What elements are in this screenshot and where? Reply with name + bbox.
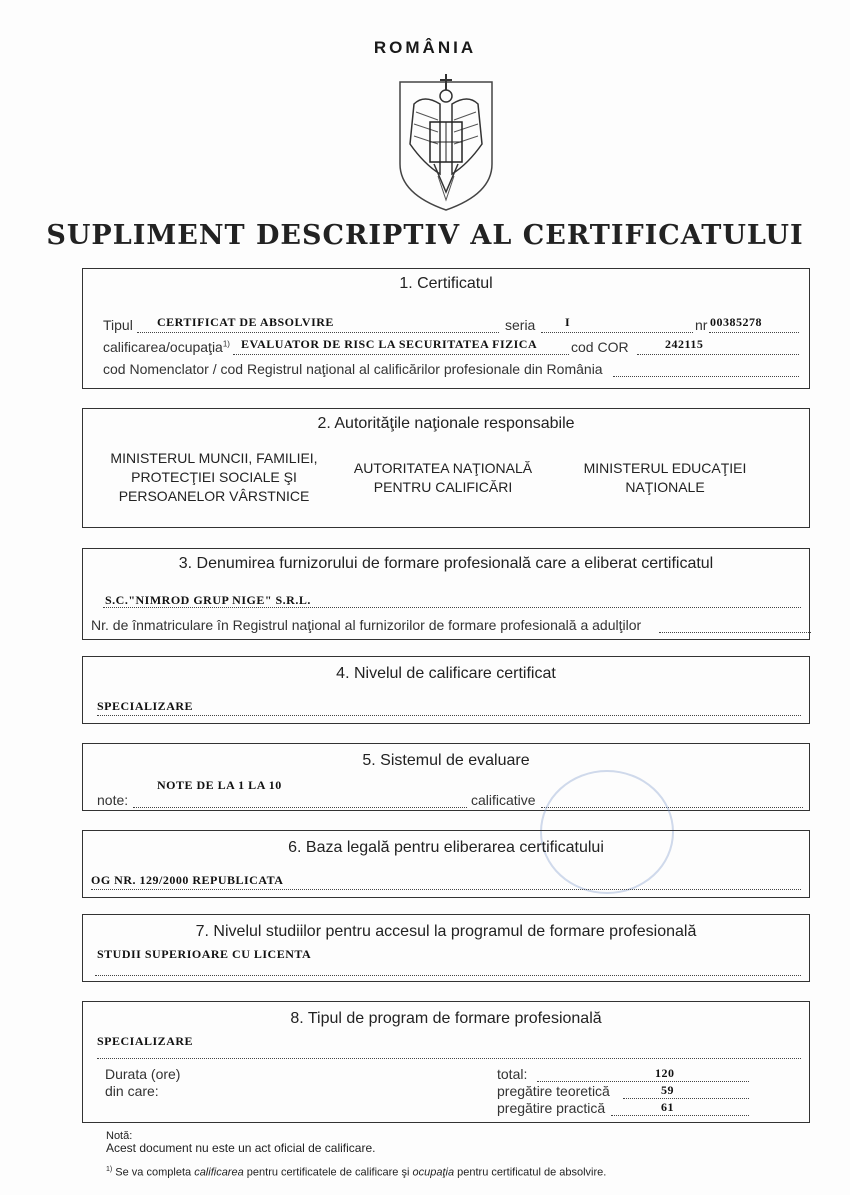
- section-authorities: [82, 408, 810, 528]
- footnote: $^{1)}$ Se va completa calificarea pentru certificatele de calificare şi ocupaţia pentru certificatul de absolvire.: [106, 1166, 607, 1179]
- section-title: 3. Denumirea furnizorului de formare profesională care a eliberat certificatul: [178, 555, 714, 572]
- theory-hours-value: 59: [661, 1083, 674, 1097]
- document-title: SUPLIMENT DESCRIPTIV AL CERTIFICATULUI: [46, 220, 804, 251]
- number-label: nr: [695, 317, 708, 333]
- note-text: Acest document nu este un act oficial de calificare.: [106, 1141, 376, 1155]
- provider-value: S.C."NIMROD GRUP NIGE" S.R.L.: [105, 593, 311, 607]
- section-title: 5. Sistemul de evaluare: [362, 752, 530, 769]
- coat-of-arms-icon: [394, 64, 498, 212]
- authority-ministry-education: MINISTERUL EDUCAŢIEI NAŢIONALE: [583, 460, 747, 495]
- section-title: 1. Certificatul: [399, 275, 493, 292]
- section-title: 4. Nivelul de calificare certificat: [336, 665, 556, 682]
- authority-ministry-labour: MINISTERUL MUNCII, FAMILIEI, PROTECŢIEI SOCIALE ŞI PERSOANELOR VÂRSTNICE: [110, 450, 318, 504]
- section-provider: [82, 548, 810, 640]
- note-label: note:: [97, 792, 129, 808]
- calificative-label: calificative: [471, 792, 536, 808]
- practice-label: pregătire practică: [497, 1100, 606, 1116]
- number-value: 00385278: [710, 315, 762, 329]
- country-name: ROMÂNIA: [373, 38, 477, 57]
- note-label: Notă:: [106, 1130, 133, 1142]
- authority-qualifications: AUTORITATEA NAŢIONALĂ PENTRU CALIFICĂRI: [353, 460, 533, 495]
- series-value: I: [565, 315, 571, 329]
- type-label: Tipul: [103, 317, 133, 333]
- legal-basis-value: OG NR. 129/2000 REPUBLICATA: [91, 873, 284, 887]
- cor-code-value: 242115: [665, 337, 704, 351]
- nomenclator-label: cod Nomenclator / cod Registrul naţional al calificărilor profesionale din România: [103, 361, 603, 377]
- section-study-level: [82, 914, 810, 982]
- section-evaluation: [82, 743, 810, 811]
- duration-label: Durata (ore): [105, 1066, 181, 1082]
- series-label: seria: [505, 317, 536, 333]
- section-program-type: [82, 1001, 810, 1123]
- registry-label: Nr. de înmatriculare în Registrul naţional al furnizorilor de formare profesională a adulţilor: [91, 617, 642, 633]
- type-value: CERTIFICAT DE ABSOLVIRE: [157, 315, 334, 329]
- section-legal-basis: [82, 830, 810, 898]
- section-title: 6. Baza legală pentru eliberarea certificatului: [288, 839, 604, 856]
- level-value: SPECIALIZARE: [97, 699, 194, 713]
- qualification-label: calificarea/ocupaţia$^{1)}$: [103, 339, 230, 355]
- of-which-label: din care:: [105, 1083, 159, 1099]
- program-type-value: SPECIALIZARE: [97, 1034, 194, 1048]
- cor-code-label: cod COR: [571, 339, 629, 355]
- study-level-value: STUDII SUPERIOARE CU LICENTA: [97, 947, 312, 961]
- theory-label: pregătire teoretică: [497, 1083, 610, 1099]
- section-title: 8. Tipul de program de formare profesională: [290, 1010, 602, 1027]
- section-level: [82, 656, 810, 724]
- section-title: 2. Autorităţile naţionale responsabile: [317, 415, 575, 432]
- total-label: total:: [497, 1066, 528, 1082]
- total-hours-value: 120: [655, 1066, 675, 1080]
- section-title: 7. Nivelul studiilor pentru accesul la programul de formare profesională: [195, 923, 697, 940]
- note-scale-value: NOTE DE LA 1 LA 10: [157, 778, 282, 792]
- section-certificate: [82, 268, 810, 389]
- practice-hours-value: 61: [661, 1100, 674, 1114]
- qualification-value: EVALUATOR DE RISC LA SECURITATEA FIZICA: [241, 337, 538, 351]
